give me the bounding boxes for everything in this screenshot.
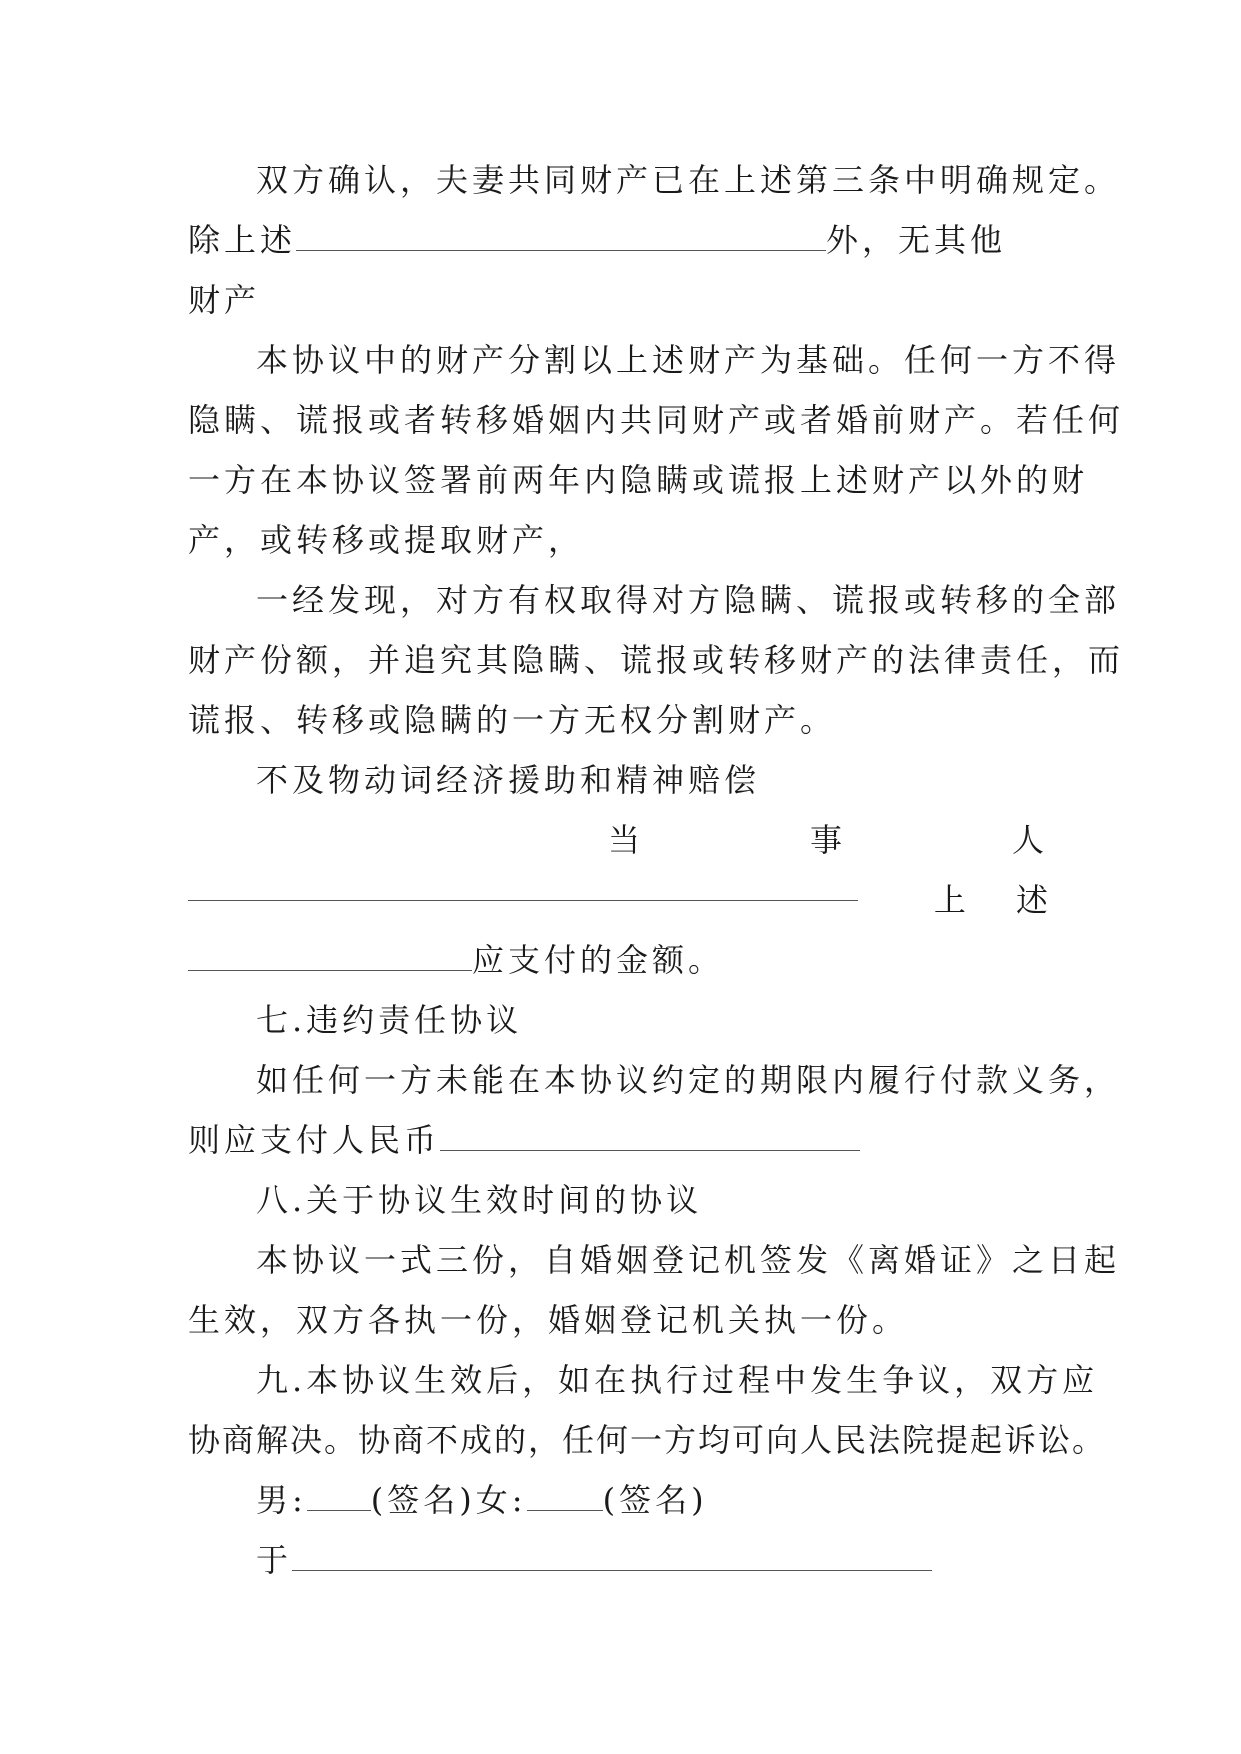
party-heading-line [188, 810, 1048, 870]
party-char: 事 [809, 821, 846, 859]
male-signature-blank[interactable] [307, 1480, 371, 1511]
fill-in-blank[interactable] [440, 1120, 860, 1151]
sign-label: (签名) [602, 1481, 708, 1519]
male-label: 男: [256, 1481, 307, 1519]
paragraph-line: 九.本协议生效后，如在执行过程中发生争议，双方应 [256, 1361, 1099, 1399]
paragraph-line: 双方确认，夫妻共同财产已在上述第三条中明确规定。 [256, 161, 1121, 199]
date-label: 于 [256, 1541, 293, 1579]
paragraph-line: 谎报、转移或隐瞒的一方无权分割财产。 [188, 701, 837, 739]
paragraph-line: 如任何一方未能在本协议约定的期限内履行付款义务， [256, 1061, 1121, 1099]
female-label: 女: [475, 1481, 527, 1519]
text-segment: 外，无其他 [826, 221, 1007, 259]
date-line [188, 1530, 1048, 1590]
fill-in-blank[interactable] [296, 220, 826, 251]
paragraph-line: 财产 [188, 281, 261, 319]
paragraph-line: 一经发现，对方有权取得对方隐瞒、谎报或转移的全部 [256, 581, 1121, 619]
paragraph-line: 隐瞒、谎报或者转移婚姻内共同财产或者婚前财产。若任何 [188, 401, 1125, 439]
signature-line [188, 1470, 1048, 1530]
fill-in-blank[interactable] [188, 940, 472, 971]
paragraph-line [188, 930, 1048, 990]
paragraph-line: 生效，双方各执一份，婚姻登记机关执一份。 [188, 1301, 909, 1339]
paragraph-line: 不及物动词经济援助和精神赔偿 [256, 761, 761, 799]
paragraph-line: 一方在本协议签署前两年内隐瞒或谎报上述财产以外的财 [188, 461, 1089, 499]
sign-label: (签名) [370, 1481, 476, 1519]
paragraph-line: 本协议一式三份，自婚姻登记机签发《离婚证》之日起 [256, 1241, 1121, 1279]
paragraph-line: 协商解决。协商不成的，任何一方均可向人民法院提起诉讼。 [188, 1421, 1107, 1459]
section-title: 七.违约责任协议 [256, 1001, 523, 1039]
section-title: 八.关于协议生效时间的协议 [256, 1181, 703, 1219]
document-page [188, 150, 1125, 1590]
text-segment: 则应支付人民币 [188, 1121, 441, 1159]
text-segment: 上 述 [933, 881, 1068, 919]
paragraph-line [188, 870, 1068, 930]
fill-in-blank[interactable] [188, 870, 858, 901]
text-segment: 应支付的金额。 [472, 941, 725, 979]
date-blank[interactable] [292, 1540, 932, 1571]
party-char: 当 [608, 821, 645, 859]
paragraph-line: 产，或转移或提取财产， [188, 521, 585, 559]
party-char: 人 [1011, 821, 1048, 859]
paragraph-line: 本协议中的财产分割以上述财产为基础。任何一方不得 [256, 341, 1121, 379]
female-signature-blank[interactable] [527, 1480, 603, 1511]
text-segment: 除上述 [188, 221, 297, 259]
paragraph-line: 财产份额，并追究其隐瞒、谎报或转移财产的法律责任，而 [188, 641, 1125, 679]
paragraph-line [188, 210, 1048, 270]
paragraph-line [188, 1110, 1048, 1170]
